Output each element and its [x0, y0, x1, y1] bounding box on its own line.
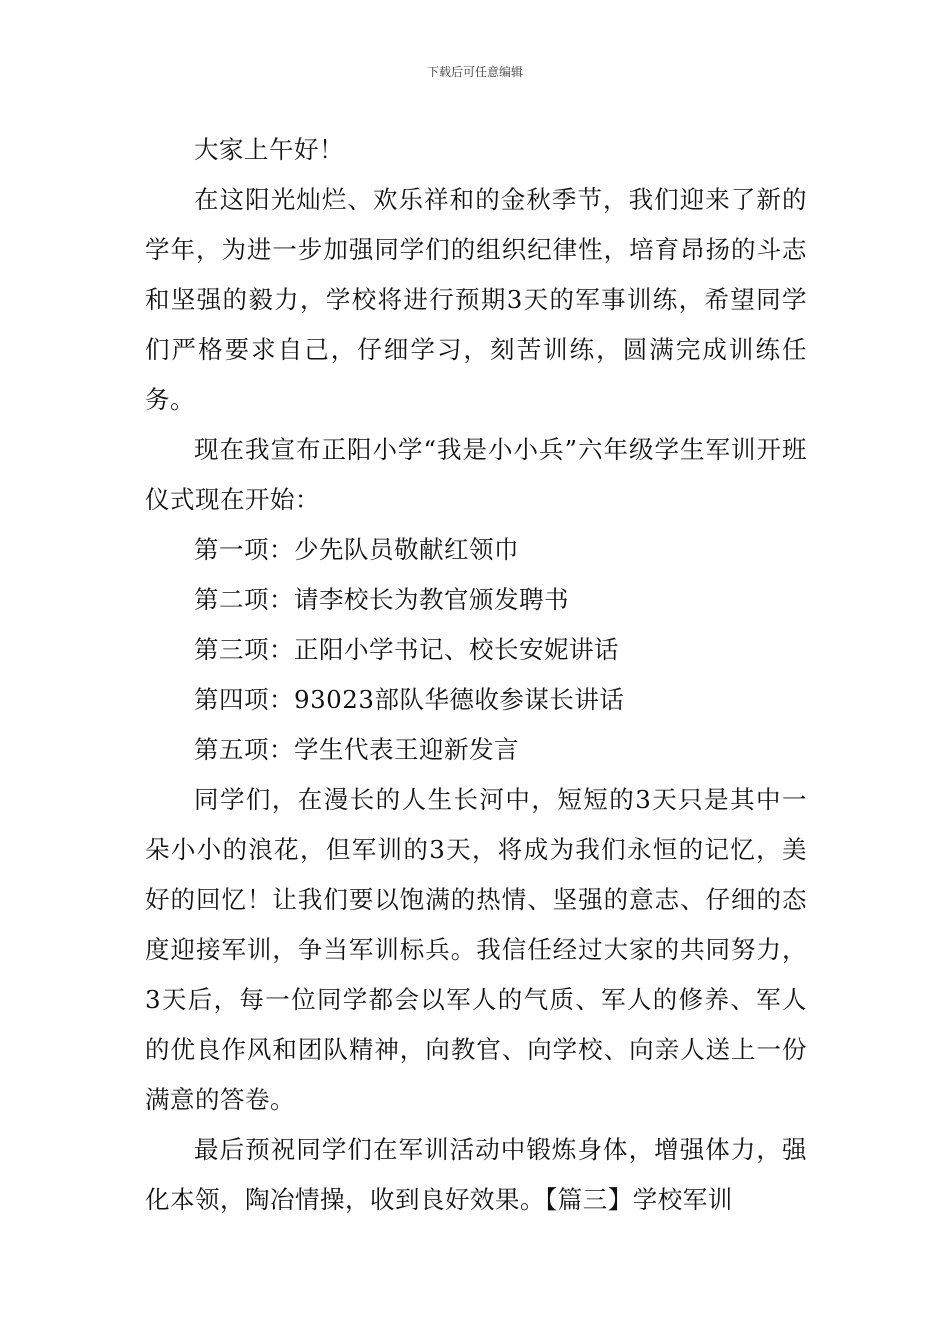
greeting-paragraph: 大家上午好！ — [194, 135, 344, 164]
page-header-note: 下载后可任意编辑 — [426, 65, 523, 79]
agenda-item-3: 第三项：正阳小学书记、校长安妮讲话 — [194, 635, 619, 664]
agenda-item-4: 第四项：93023部队华德收参谋长讲话 — [194, 685, 625, 714]
agenda-item-1: 第一项：少先队员敬献红领巾 — [194, 535, 519, 564]
agenda-item-2: 第二项：请李校长为教官颁发聘书 — [194, 585, 569, 614]
closing-paragraph: 最后预祝同学们在军训活动中锻炼身体，增强体力，强化本领，陶冶情操，收到良好效果。【篇三】学校军训 — [145, 1135, 807, 1214]
speech-paragraph: 同学们，在漫长的人生长河中，短短的3天只是其中一朵小小的浪花，但军训的3天，将成为我们永恒的记忆，美好的回忆！让我们要以饱满的热情、坚强的意志、仔细的态度迎接军训，争当军训标兵。我信任经过大家的共同努力，3天后，每一位同学都会以军人的气质、军人的修养、军人的优良作风和团队精神，向教官、向学校、向亲人送上一份满意的答卷。 — [145, 785, 807, 1114]
agenda-item-5: 第五项：学生代表王迎新发言 — [194, 735, 519, 764]
intro-paragraph: 在这阳光灿烂、欢乐祥和的金秋季节，我们迎来了新的学年，为进一步加强同学们的组织纪律性，培育昂扬的斗志和坚强的毅力，学校将进行预期3天的军事训练，希望同学们严格要求自己，仔细学习，刻苦训练，圆满完成训练任务。 — [145, 185, 807, 414]
document-body — [145, 125, 807, 1225]
announcement-paragraph: 现在我宣布正阳小学“我是小小兵”六年级学生军训开班仪式现在开始： — [145, 435, 807, 514]
